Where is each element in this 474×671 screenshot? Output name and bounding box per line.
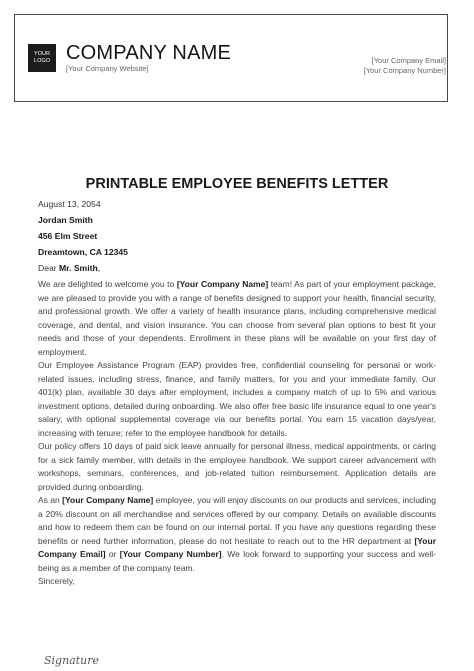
company-number-placeholder: [Your Company Number] <box>119 549 222 559</box>
closing: Sincerely, <box>38 576 75 586</box>
paragraph-leave: Our policy offers 10 days of paid sick leave annually for personal illness, medical appointments, or caring for a sick family member, with details in the employee handbook. We support career advancement with workshops, seminars, conferences, and job-related tuition reimbursement. Application details are provided during onboarding. <box>38 441 436 492</box>
company-logo <box>28 44 56 72</box>
recipient-name: Jordan Smith <box>38 215 93 225</box>
letter-body <box>38 278 436 589</box>
company-email-placeholder: [Your Company Email] <box>38 535 436 559</box>
logo-line-2: LOGO <box>34 58 50 64</box>
letter-title: PRINTABLE EMPLOYEE BENEFITS LETTER <box>85 176 389 192</box>
recipient-block <box>38 196 128 276</box>
company-email: [Your Company Email] <box>371 56 446 65</box>
company-contact <box>364 56 446 75</box>
text: or <box>105 549 120 559</box>
text: . We look forward to supporting your success and well-being as a member of the company team. <box>38 549 437 573</box>
company-name-placeholder: [Your Company Name] <box>62 495 154 505</box>
salutation-prefix: Dear <box>38 263 60 273</box>
letter-date: August 13, 2054 <box>38 199 101 209</box>
paragraph-discounts <box>38 494 436 575</box>
text: team! As part of your employment package, we are pleased to provide you with a range of benefits designed to support your health, financial security, and professional growth. We offer a variety of health insurance plans, including comprehensive medical coverage, and dental, and vision insurance. You can choose from several plan options to best fit your needs and those of your dependents. Enrollment in these plans will be available on your first day of employment. <box>38 279 437 357</box>
recipient-street: 456 Elm Street <box>38 231 98 241</box>
text: As an <box>38 495 63 505</box>
company-name-placeholder: [Your Company Name] <box>176 279 269 289</box>
paragraph-welcome <box>38 278 436 359</box>
company-name: COMPANY NAME <box>66 42 232 64</box>
text: We are delighted to welcome you to <box>38 279 177 289</box>
company-website: [Your Company Website] <box>66 64 149 73</box>
text: employee, you will enjoy discounts on our products and services, including a 20% discount on all merchandise and services offered by our company. Details on available discounts and how to redeem them can be found on our internal portal. If you have any questions regarding these benefits or need further information, please do not hesitate to reach out to the HR department at <box>38 495 436 546</box>
signature: Signature <box>44 654 100 667</box>
salutation-suffix: , <box>97 263 101 273</box>
salutation-name: Mr. Smith <box>59 263 98 273</box>
recipient-city: Dreamtown, CA 12345 <box>38 247 128 257</box>
paragraph-eap: Our Employee Assistance Program (EAP) provides free, confidential counseling for personal or work-related issues, including stress, finance, and family matters, for you and your immediate family. Our 401(k) plan, available 30 days after employment, includes a company match of up to 5% and various investment options, detailed during onboarding. We also offer free basic life insurance equal to one year's salary, with optional supplemental coverage via our benefits portal. You earn 15 vacation days/year, increasing with tenure; refer to the employee handbook for details. <box>38 360 436 438</box>
logo-line-1: YOUR <box>34 51 50 57</box>
company-number: [Your Company Number] <box>363 65 446 75</box>
salutation <box>38 260 128 276</box>
